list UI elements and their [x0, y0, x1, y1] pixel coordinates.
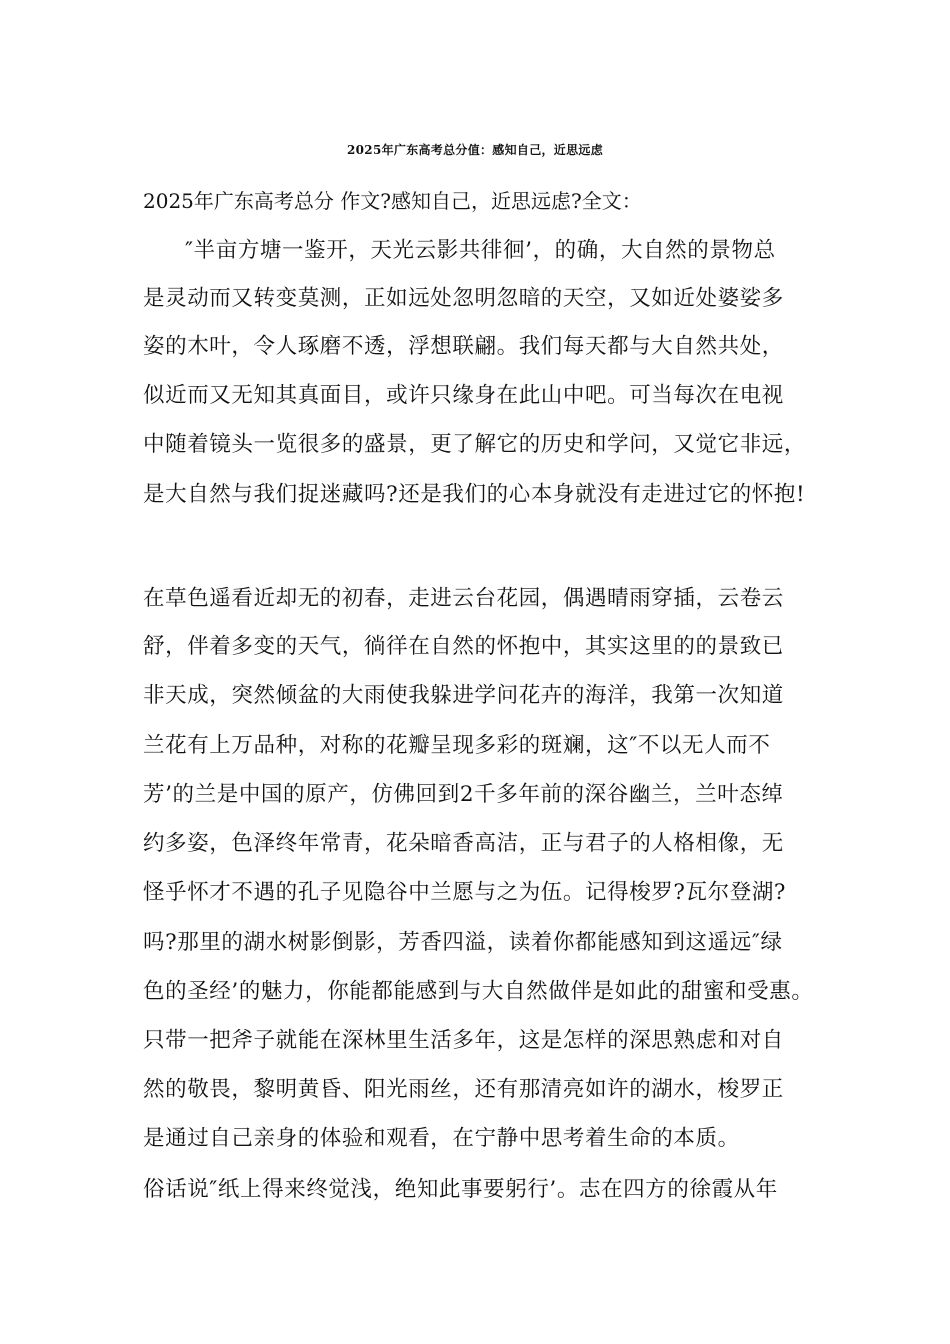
paragraph-2-line: 然的敬畏，黎明黄昏、阳光雨丝，还有那清亮如许的湖水，梭罗正 [143, 1077, 784, 1102]
paragraph-2-line: 色的圣经’的魅力，你能都能感到与大自然做伴是如此的甜蜜和受惠。 [143, 979, 814, 1004]
paragraph-2-line: 是通过自己亲身的体验和观看，在宁静中思考着生命的本质。 [143, 1126, 740, 1151]
paragraph-2-line: 吗?那里的湖水树影倒影，芳香四溢，读着你都能感知到这遥远″绿 [143, 930, 783, 955]
paragraph-1-line: 是大自然与我们捉迷藏吗?还是我们的心本身就没有走进过它的怀抱! [143, 482, 806, 507]
paragraph-2-line: 怪乎怀才不遇的孔子见隐谷中兰愿与之为伍。记得梭罗?瓦尔登湖? [143, 880, 787, 905]
paragraph-2-line: 兰花有上万品种，对称的花瓣呈现多彩的斑斓，这″不以无人而不 [143, 733, 771, 758]
paragraph-2-line: 约多姿，色泽终年常青，花朵暗香高洁，正与君子的人格相像，无 [143, 831, 784, 856]
paragraph-2-line: 舒，伴着多变的天气，徜徉在自然的怀抱中，其实这里的的景致已 [143, 634, 784, 659]
paragraph-2-line: 芳’的兰是中国的原产，仿佛回到2千多年前的深谷幽兰，兰叶态绰 [143, 782, 784, 807]
paragraph-1-line: 姿的木叶，令人琢磨不透，浮想联翩。我们每天都与大自然共处， [143, 334, 784, 359]
paragraph-1-line: 似近而又无知其真面目，或许只缘身在此山中吧。可当每次在电视 [143, 383, 784, 408]
paragraph-2-line: 只带一把斧子就能在深林里生活多年，这是怎样的深思熟虑和对自 [143, 1028, 784, 1053]
paragraph-2-line: 非天成，突然倾盆的大雨使我躲进学问花卉的海洋，我第一次知道 [143, 683, 784, 708]
paragraph-1-line: 是灵动而又转变莫测，正如远处忽明忽暗的天空，又如近处婆娑多 [143, 286, 784, 311]
document-subtitle: 2025年广东高考总分 作文?感知自己，近思远虑?全文： [143, 189, 642, 213]
document-title: 2025年广东高考总分值：感知自己，近思远虑 [347, 143, 603, 157]
paragraph-3-line: 俗话说″纸上得来终觉浅，绝知此事要躬行’。志在四方的徐霞从年 [143, 1177, 778, 1202]
paragraph-1-line: ″半亩方塘一鉴开，天光云影共徘徊’，的确，大自然的景物总 [185, 238, 776, 263]
paragraph-1-line: 中随着镜头一览很多的盛景，更了解它的历史和学问，又觉它非远， [143, 432, 807, 457]
paragraph-2-line: 在草色遥看近却无的初春，走进云台花园，偶遇晴雨穿插，云卷云 [143, 586, 784, 611]
